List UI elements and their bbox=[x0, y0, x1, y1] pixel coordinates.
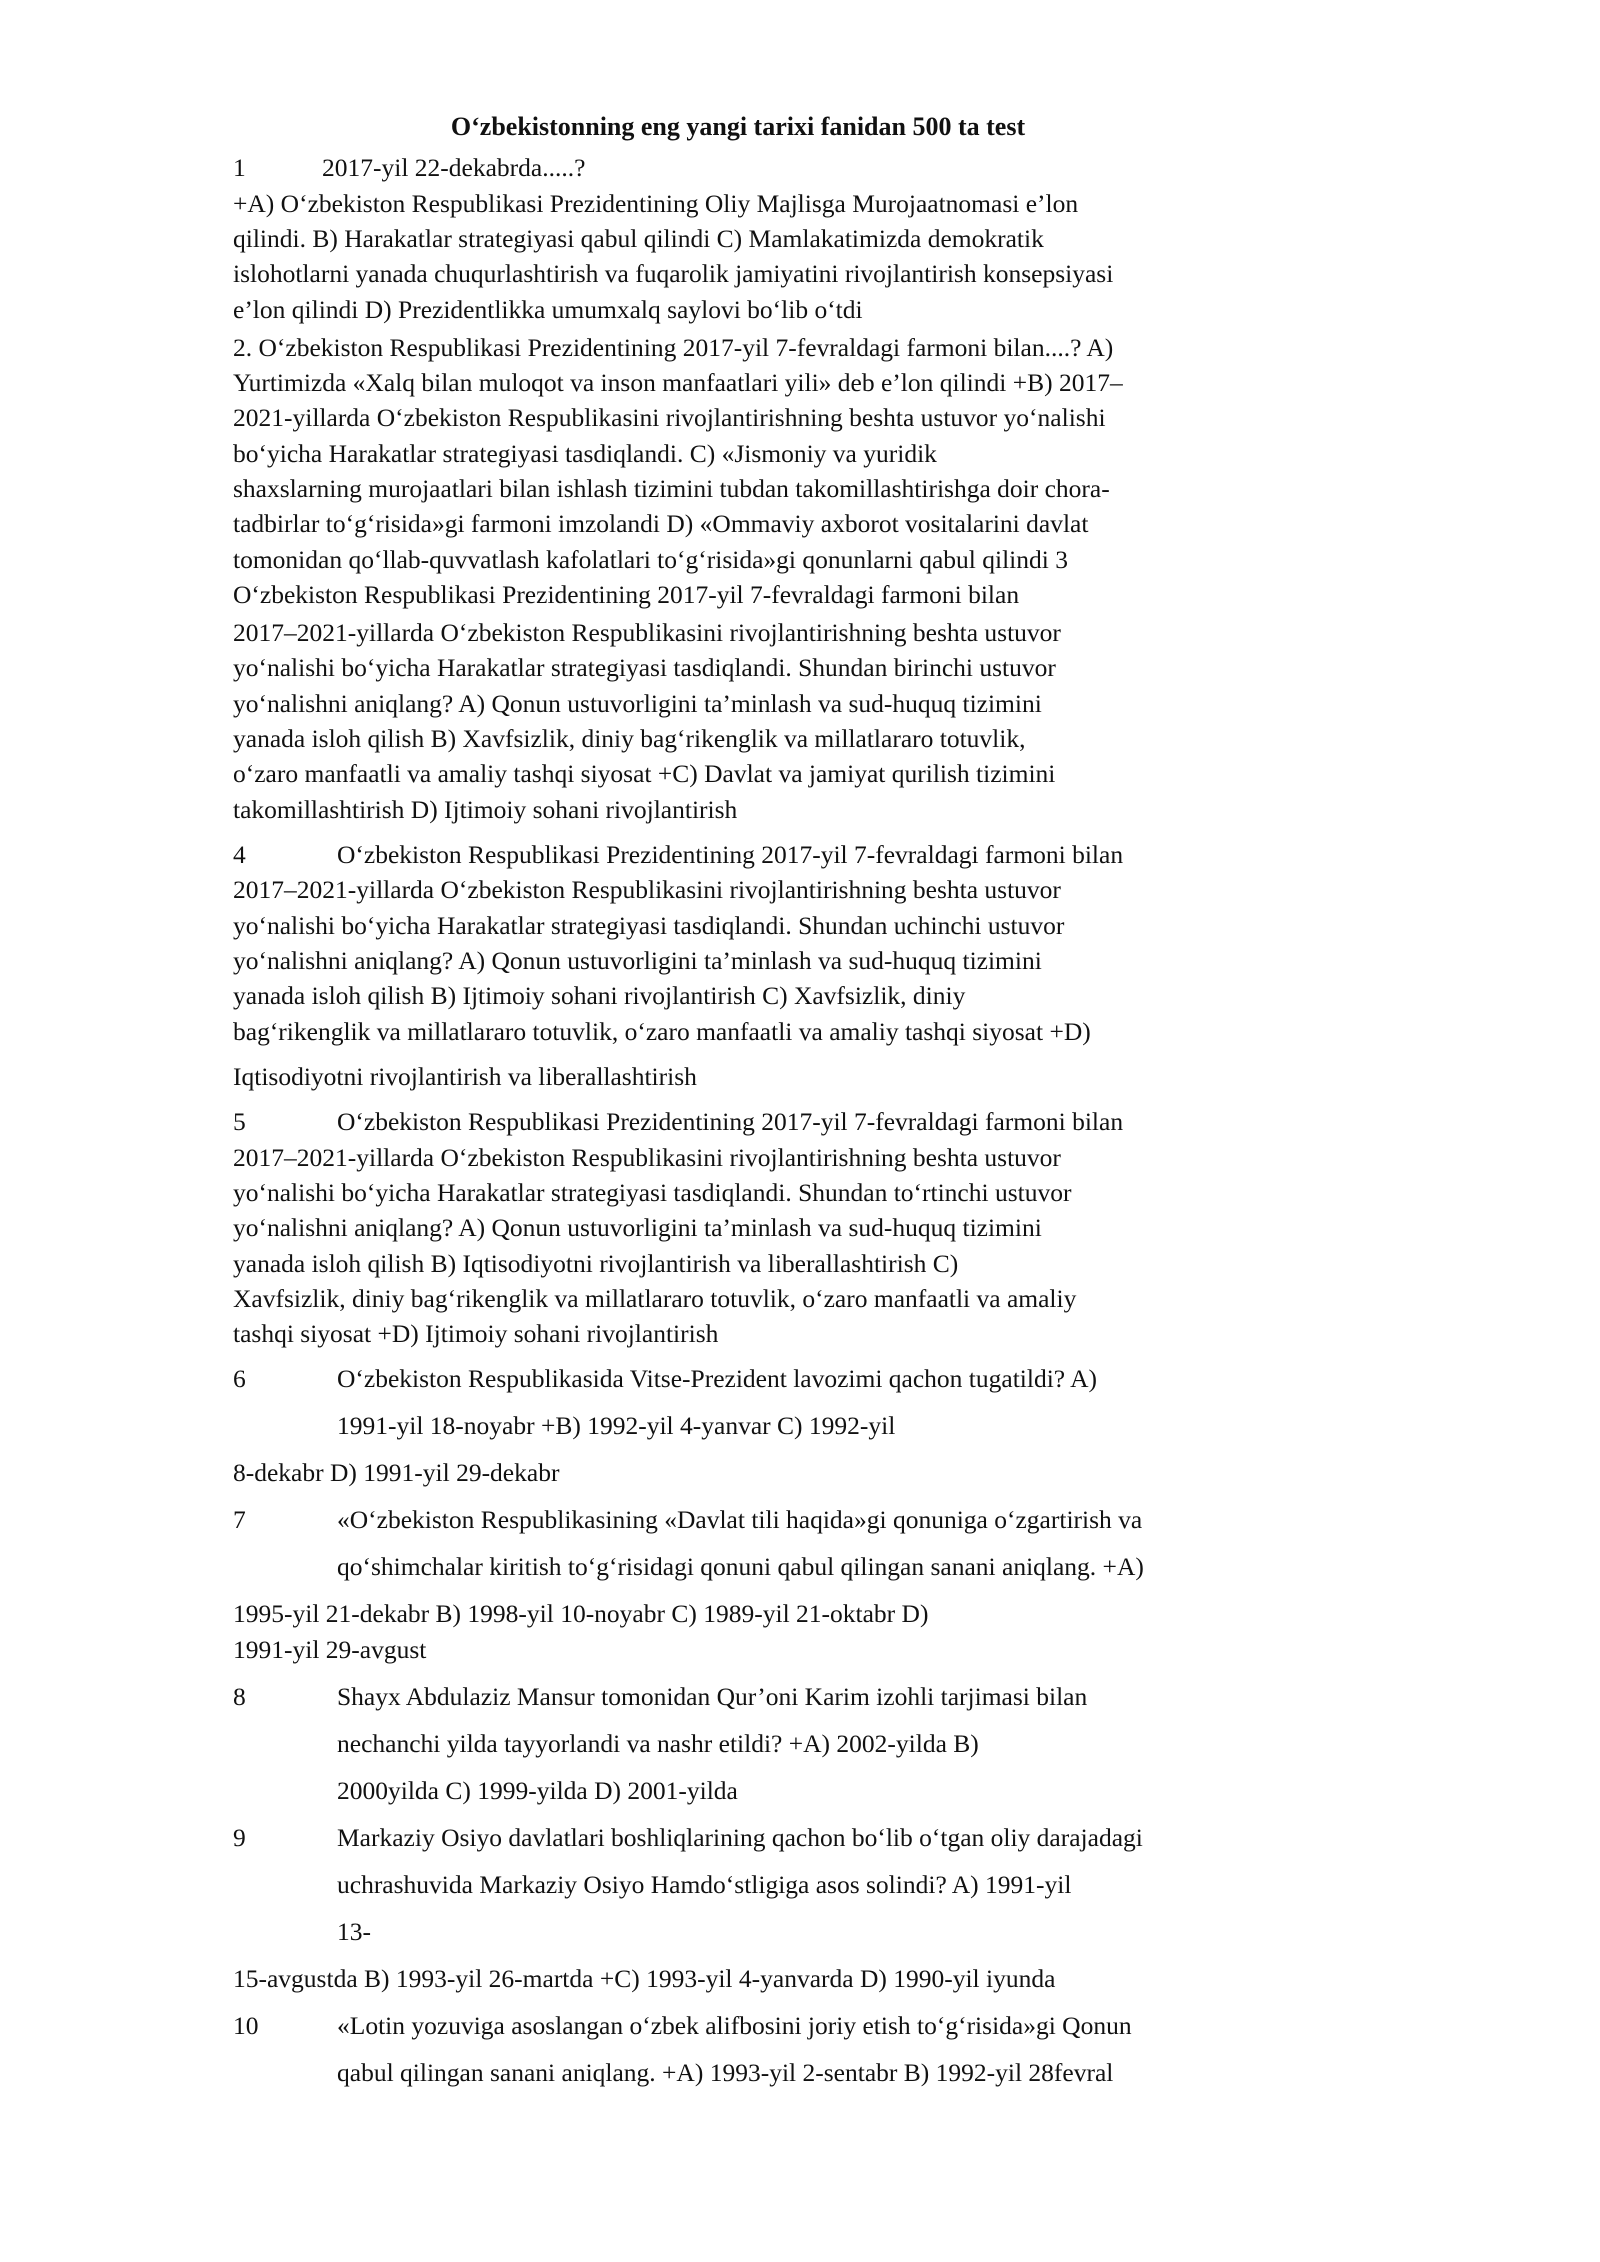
text-line: qilindi. B) Harakatlar strategiyasi qabul qilindi C) Mamlakatimizda demokratik bbox=[233, 224, 1044, 253]
text-line: islohotlarni yanada chuqurlashtirish va fuqarolik jamiyatini rivojlantirish konsepsiyasi bbox=[233, 259, 1114, 288]
text-line: yanada isloh qilish B) Ijtimoiy sohani rivojlantirish C) Xavfsizlik, diniy bbox=[233, 981, 966, 1010]
text-line: 2. O‘zbekiston Respublikasi Prezidentining 2017-yil 7-fevraldagi farmoni bilan....? A) bbox=[233, 333, 1114, 362]
text-line: qo‘shimchalar kiritish to‘g‘risidagi qonuni qabul qilingan sanani aniqlang. +A) bbox=[337, 1552, 1144, 1581]
text-line: 2017–2021-yillarda O‘zbekiston Respublikasini rivojlantirishning beshta ustuvor bbox=[233, 875, 1061, 904]
question-number: 8 bbox=[233, 1682, 246, 1711]
text-line: Iqtisodiyotni rivojlantirish va liberallashtirish bbox=[233, 1062, 697, 1091]
text-line: 2000yilda C) 1999-yilda D) 2001-yilda bbox=[337, 1776, 738, 1805]
question-number: 4 bbox=[233, 840, 246, 869]
text-line: tomonidan qo‘llab-quvvatlash kafolatlari to‘g‘risida»gi qonunlarni qabul qilindi 3 bbox=[233, 545, 1068, 574]
text-line: 2021-yillarda O‘zbekiston Respublikasini rivojlantirishning beshta ustuvor yo‘nalishi bbox=[233, 403, 1106, 432]
text-line: yanada isloh qilish B) Iqtisodiyotni rivojlantirish va liberallashtirish C) bbox=[233, 1249, 959, 1278]
text-line: Yurtimizda «Xalq bilan muloqot va inson manfaatlari yili» deb e’lon qilindi +B) 2017– bbox=[233, 368, 1123, 397]
text-line: e’lon qilindi D) Prezidentlikka umumxalq saylovi bo‘lib o‘tdi bbox=[233, 295, 863, 324]
text-line: uchrashuvida Markaziy Osiyo Hamdo‘stligiga asos solindi? A) 1991-yil bbox=[337, 1870, 1072, 1899]
text-line: 15-avgustda B) 1993-yil 26-martda +C) 1993-yil 4-yanvarda D) 1990-yil iyunda bbox=[233, 1964, 1056, 1993]
text-line: 2017–2021-yillarda O‘zbekiston Respublikasini rivojlantirishning beshta ustuvor bbox=[233, 1143, 1061, 1172]
text-line: takomillashtirish D) Ijtimoiy sohani rivojlantirish bbox=[233, 795, 738, 824]
text-line: +A) O‘zbekiston Respublikasi Prezidentining Oliy Majlisga Murojaatnomasi e’lon bbox=[233, 189, 1079, 218]
question-number: 5 bbox=[233, 1107, 246, 1136]
text-line: yo‘nalishi bo‘yicha Harakatlar strategiyasi tasdiqlandi. Shundan uchinchi ustuvor bbox=[233, 911, 1065, 940]
question-number: 6 bbox=[233, 1364, 246, 1393]
text-line: yo‘nalishni aniqlang? A) Qonun ustuvorligini ta’minlash va sud-huquq tizimini bbox=[233, 689, 1042, 718]
question-number: 9 bbox=[233, 1823, 246, 1852]
text-line: «O‘zbekiston Respublikasining «Davlat tili haqida»gi qonuniga o‘zgartirish va bbox=[337, 1505, 1143, 1534]
text-line: yo‘nalishi bo‘yicha Harakatlar strategiyasi tasdiqlandi. Shundan to‘rtinchi ustuvor bbox=[233, 1178, 1072, 1207]
text-line: Markaziy Osiyo davlatlari boshliqlarining qachon bo‘lib o‘tgan oliy darajadagi bbox=[337, 1823, 1143, 1852]
text-line: yo‘nalishni aniqlang? A) Qonun ustuvorligini ta’minlash va sud-huquq tizimini bbox=[233, 1213, 1042, 1242]
text-line: «Lotin yozuviga asoslangan o‘zbek alifbosini joriy etish to‘g‘risida»gi Qonun bbox=[337, 2011, 1132, 2040]
text-line: tadbirlar to‘g‘risida»gi farmoni imzolandi D) «Ommaviy axborot vositalarini davlat bbox=[233, 509, 1089, 538]
text-line: o‘zaro manfaatli va amaliy tashqi siyosat +C) Davlat va jamiyat qurilish tizimini bbox=[233, 759, 1056, 788]
question-number: 7 bbox=[233, 1505, 246, 1534]
text-line: 8-dekabr D) 1991-yil 29-dekabr bbox=[233, 1458, 560, 1487]
text-line: bag‘rikenglik va millatlararo totuvlik, o‘zaro manfaatli va amaliy tashqi siyosat +D) bbox=[233, 1017, 1091, 1046]
text-line: nechanchi yilda tayyorlandi va nashr etildi? +A) 2002-yilda B) bbox=[337, 1729, 979, 1758]
text-line: O‘zbekiston Respublikasi Prezidentining 2017-yil 7-fevraldagi farmoni bilan bbox=[337, 1107, 1124, 1136]
text-line: 1995-yil 21-dekabr B) 1998-yil 10-noyabr C) 1989-yil 21-oktabr D) bbox=[233, 1599, 929, 1628]
text-line: O‘zbekiston Respublikasi Prezidentining 2017-yil 7-fevraldagi farmoni bilan bbox=[233, 580, 1020, 609]
text-line: Xavfsizlik, diniy bag‘rikenglik va millatlararo totuvlik, o‘zaro manfaatli va amaliy bbox=[233, 1284, 1077, 1313]
text-line: O‘zbekiston Respublikasida Vitse-Prezident lavozimi qachon tugatildi? A) bbox=[337, 1364, 1097, 1393]
document-title: O‘zbekistonning eng yangi tarixi fanidan 500 ta test bbox=[450, 112, 1026, 141]
text-line: yo‘nalishni aniqlang? A) Qonun ustuvorligini ta’minlash va sud-huquq tizimini bbox=[233, 946, 1042, 975]
question-number: 1 bbox=[233, 153, 246, 182]
text-line: 1991-yil 18-noyabr +B) 1992-yil 4-yanvar C) 1992-yil bbox=[337, 1411, 896, 1440]
question-number: 10 bbox=[233, 2011, 259, 2040]
text-line: 2017–2021-yillarda O‘zbekiston Respublikasini rivojlantirishning beshta ustuvor bbox=[233, 618, 1061, 647]
text-line: 1991-yil 29-avgust bbox=[233, 1635, 427, 1664]
text-line: 2017-yil 22-dekabrda.....? bbox=[322, 153, 586, 182]
text-line: yo‘nalishi bo‘yicha Harakatlar strategiyasi tasdiqlandi. Shundan birinchi ustuvor bbox=[233, 653, 1056, 682]
text-line: O‘zbekiston Respublikasi Prezidentining 2017-yil 7-fevraldagi farmoni bilan bbox=[337, 840, 1124, 869]
text-line: shaxslarning murojaatlari bilan ishlash tizimini tubdan takomillashtirishga doir chora- bbox=[233, 474, 1110, 503]
text-line: yanada isloh qilish B) Xavfsizlik, diniy bag‘rikenglik va millatlararo totuvlik, bbox=[233, 724, 1026, 753]
text-line: qabul qilingan sanani aniqlang. +A) 1993-yil 2-sentabr B) 1992-yil 28fevral bbox=[337, 2058, 1114, 2087]
text-line: Shayx Abdulaziz Mansur tomonidan Qur’oni Karim izohli tarjimasi bilan bbox=[337, 1682, 1088, 1711]
text-line: 13- bbox=[337, 1917, 371, 1946]
text-line: tashqi siyosat +D) Ijtimoiy sohani rivojlantirish bbox=[233, 1319, 719, 1348]
text-line: bo‘yicha Harakatlar strategiyasi tasdiqlandi. C) «Jismoniy va yuridik bbox=[233, 439, 937, 468]
